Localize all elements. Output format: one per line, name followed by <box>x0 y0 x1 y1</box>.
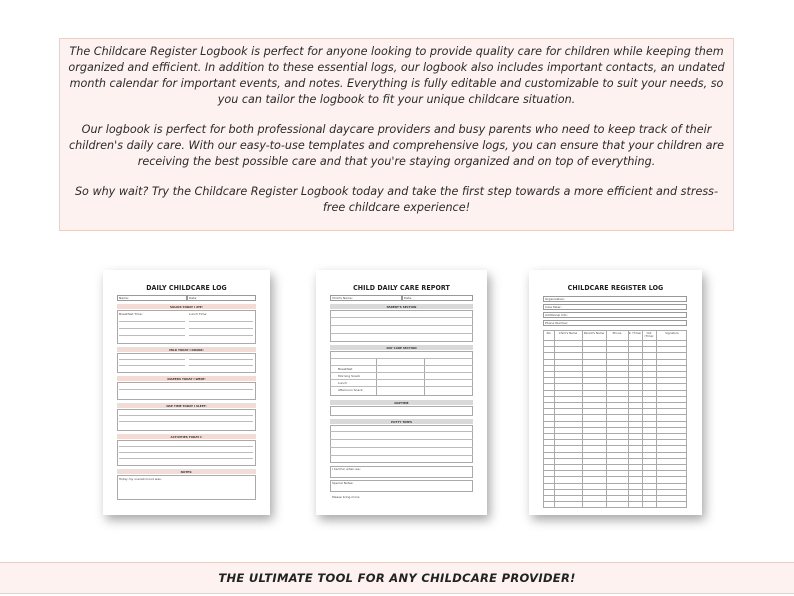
line <box>189 321 253 322</box>
register-row-line <box>544 483 686 484</box>
daily-log-name-field: Name: <box>117 295 187 301</box>
daily-childcare-log-preview <box>103 270 270 515</box>
line <box>330 372 473 373</box>
register-field: Phone Number: <box>543 320 687 326</box>
line <box>119 335 185 336</box>
register-column-header: Child's Name <box>558 331 578 335</box>
milk-box <box>117 353 256 373</box>
childcare-register-log-preview <box>529 270 702 515</box>
register-row-line <box>544 340 686 341</box>
register-row-line <box>544 352 686 353</box>
register-row-line <box>544 371 686 372</box>
line <box>330 386 473 387</box>
meal-label: Breakfast <box>338 367 353 371</box>
section-header: PARENT'S SECTION <box>330 304 473 309</box>
section-header: SOLIDS TODAY I ATE: <box>117 304 256 309</box>
register-row-line <box>544 452 686 453</box>
register-row-line <box>544 495 686 496</box>
line <box>119 321 185 322</box>
column-divider <box>606 331 607 507</box>
breakfast-label: Breakfast Time: <box>119 312 143 316</box>
register-table <box>543 330 687 508</box>
column-divider <box>582 331 583 507</box>
divider <box>424 358 425 396</box>
tagline-band <box>0 562 794 594</box>
report-date-field: Date: <box>402 295 473 301</box>
description-paragraph-3: So why wait? Try the Childcare Register Logbook today and take the first step towards a more efficient and stress-free childcare experience! <box>74 185 719 214</box>
line <box>189 365 253 366</box>
daily-log-date-field: Date: <box>187 295 256 301</box>
line <box>189 335 253 336</box>
description-paragraph-1: The Childcare Register Logbook is perfect for anyone looking to provide quality care for children while keeping them organized and efficient. In addition to these essential logs, our logbook also includes important contacts, an undated month calendar for important events, and notes. Everything is fully editable and customizable to suit your needs, so you can tailor the logbook to fit your unique childcare situation. <box>68 45 725 106</box>
register-row-line <box>544 408 686 409</box>
section-header: ACTIVITIES TODAY I: <box>117 434 256 439</box>
line <box>119 458 253 459</box>
line <box>189 359 253 360</box>
report-name-field: Child's Name: <box>330 295 402 301</box>
line <box>330 317 473 318</box>
section-header: DIAPERS TODAY I WENT: <box>117 376 256 381</box>
register-row-line <box>544 445 686 446</box>
line <box>119 452 253 453</box>
register-column-header: Parent's Name <box>583 331 605 335</box>
line <box>119 359 185 360</box>
register-row-line <box>544 458 686 459</box>
tagline: THE ULTIMATE TOOL FOR ANY CHILDCARE PROVIDER! <box>218 571 576 585</box>
had-fun-label: I had fun when we: <box>332 467 361 471</box>
line <box>330 455 473 456</box>
line <box>330 325 473 326</box>
description-box <box>59 38 734 231</box>
register-row-line <box>544 464 686 465</box>
line <box>330 431 473 432</box>
lunch-label: Lunch Time: <box>189 312 208 316</box>
register-row-line <box>544 365 686 366</box>
daily-report-title: CHILD DAILY CARE REPORT <box>353 284 450 292</box>
section-header: MILK TODAY I DRANK: <box>117 347 256 352</box>
special-notes-label: Special Notes: <box>332 481 354 485</box>
register-row-line <box>544 433 686 434</box>
register-row-line <box>544 402 686 403</box>
meal-label: Morning Snack <box>338 374 361 378</box>
column-divider <box>656 331 657 507</box>
section-header: DAY CARE SECTION <box>330 345 473 350</box>
register-row-line <box>544 383 686 384</box>
mood-label: Today my overall mood was: <box>119 477 162 481</box>
diapers-box <box>117 382 256 400</box>
register-row-line <box>544 377 686 378</box>
register-row-line <box>544 414 686 415</box>
register-row-line <box>544 421 686 422</box>
activities-box <box>117 440 256 466</box>
register-column-header: No. <box>546 331 552 335</box>
line <box>330 439 473 440</box>
line <box>330 333 473 334</box>
parents-section-box <box>330 310 473 342</box>
line <box>119 421 253 422</box>
register-column-header: In (Time) <box>628 331 642 335</box>
column-divider <box>554 331 555 507</box>
child-daily-care-report-preview <box>316 270 487 515</box>
line <box>189 328 253 329</box>
nap-box <box>117 409 256 431</box>
line <box>119 365 185 366</box>
register-row-line <box>544 470 686 471</box>
naptime-box <box>330 406 473 416</box>
bring-label: Please bring more: <box>332 495 361 499</box>
section-header: NAPTIME <box>330 400 473 405</box>
register-row-line <box>544 427 686 428</box>
register-field: Care Taker: <box>543 304 687 310</box>
line <box>119 328 185 329</box>
line <box>330 379 473 380</box>
register-row-line <box>544 489 686 490</box>
section-header: NAP TIME TODAY I SLEPT: <box>117 403 256 408</box>
register-column-header: Out (Time) <box>644 331 654 339</box>
line <box>330 365 473 366</box>
register-field: Organization: <box>543 296 687 302</box>
description-paragraph-2: Our logbook is perfect for both professional daycare providers and busy parents who need to keep track of their children's daily care. With our easy-to-use templates and comprehensive logs, you can ensure that your children are receiving the best possible care and that you're staying organized and on top of everything. <box>68 123 725 168</box>
register-row-line <box>544 396 686 397</box>
register-log-title: CHILDCARE REGISTER LOG <box>567 284 664 292</box>
line <box>119 415 253 416</box>
register-row-line <box>544 501 686 502</box>
register-field: Additional Info: <box>543 312 687 318</box>
divider <box>376 358 377 396</box>
register-row-line <box>544 359 686 360</box>
register-row-line <box>544 476 686 477</box>
register-column-header: Phone <box>612 331 622 335</box>
line <box>119 446 253 447</box>
line <box>330 358 473 359</box>
register-row-line <box>544 346 686 347</box>
line <box>330 447 473 448</box>
section-header: NOTES: <box>117 469 256 474</box>
meal-label: Lunch <box>338 381 347 385</box>
register-row-line <box>544 507 686 508</box>
column-divider <box>628 331 629 507</box>
register-row-line <box>544 390 686 391</box>
column-divider <box>642 331 643 507</box>
register-row-line <box>544 439 686 440</box>
section-header: POTTY TIMES <box>330 419 473 424</box>
meal-label: Afternoon Snack <box>338 388 363 392</box>
register-column-header: Signature <box>665 331 679 335</box>
line <box>119 389 253 390</box>
daily-log-title: DAILY CHILDCARE LOG <box>146 284 227 292</box>
